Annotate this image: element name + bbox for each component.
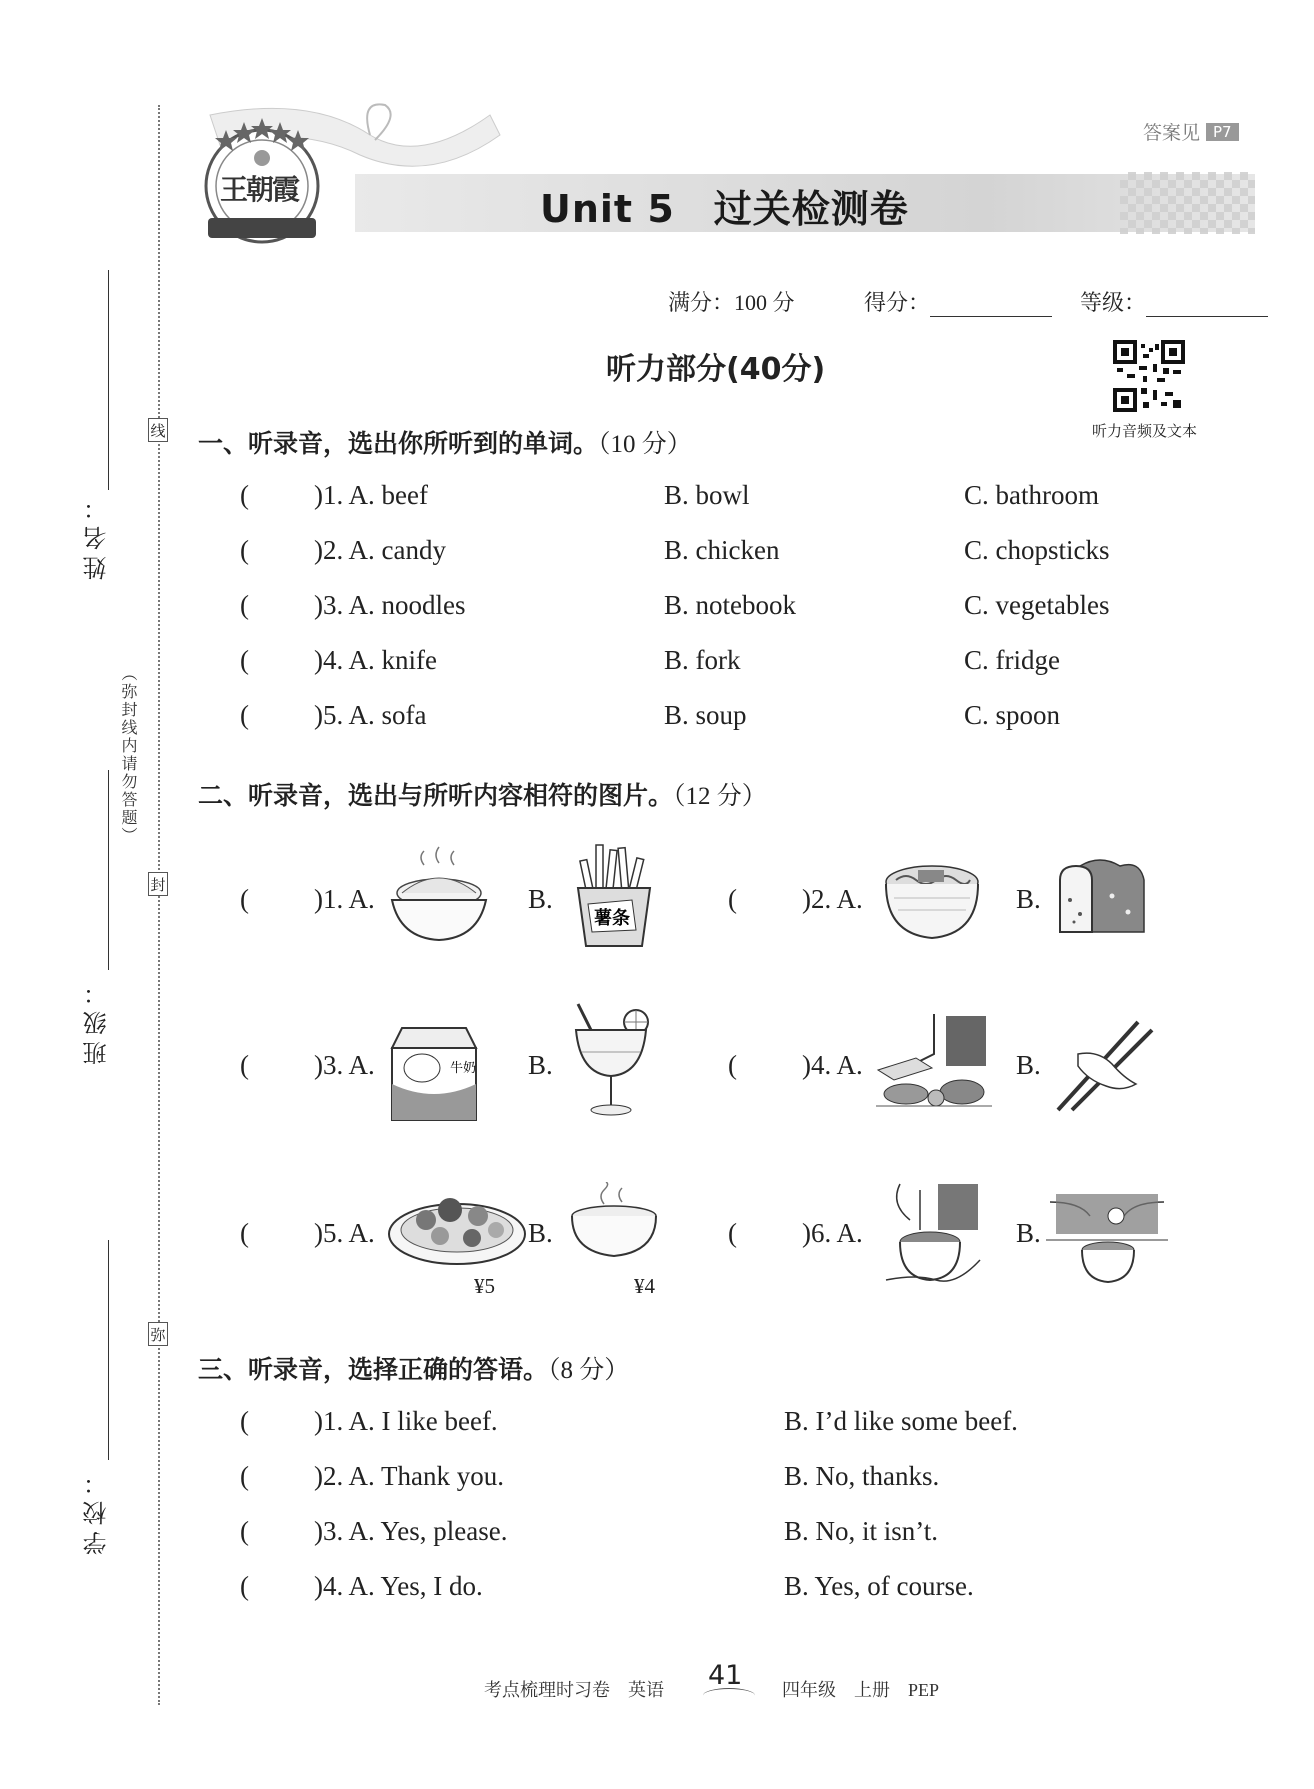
section1-title-text: 一、听录音，选出你所听到的单词。	[198, 429, 599, 458]
s2-q6-b: B.	[1016, 1218, 1041, 1248]
checker-decoration	[1120, 172, 1255, 234]
section1-points: （10 分）	[598, 431, 692, 458]
page-title: Unit 5 过关检测卷	[540, 187, 909, 231]
s1-q2-c: C. chopsticks	[964, 535, 1110, 565]
s2-q3-b: B.	[528, 1050, 553, 1080]
footer-left: 考点梳理时习卷 英语	[484, 1680, 664, 1700]
cutting-vegetables-image[interactable]	[876, 1012, 992, 1110]
s1-q2-a: )2. A. candy	[314, 535, 446, 565]
mixing-salad-image[interactable]	[880, 1180, 984, 1290]
s2-q6-a: )6. A.	[802, 1218, 863, 1248]
answer-paren[interactable]: (	[240, 590, 249, 620]
s3-q1-a: )1. A. I like beef.	[314, 1406, 498, 1436]
answer-paren[interactable]: (	[240, 700, 249, 730]
class-label: 班级：	[85, 975, 111, 1065]
meat-plate-image[interactable]	[386, 1186, 528, 1268]
name-label: 姓名：	[85, 490, 111, 580]
juice-glass-image[interactable]	[568, 1000, 652, 1120]
name-line[interactable]	[108, 270, 109, 490]
s3-q4-a: )4. A. Yes, I do.	[314, 1571, 483, 1601]
answer-paren[interactable]: (	[728, 1050, 737, 1080]
qr-code-icon[interactable]	[1113, 340, 1185, 412]
s2-q4-b: B.	[1016, 1050, 1041, 1080]
s2-q2-a: )2. A.	[802, 884, 863, 914]
answer-paren[interactable]: (	[728, 1218, 737, 1248]
bread-image[interactable]	[1050, 856, 1150, 946]
answer-paren[interactable]: (	[240, 1406, 249, 1436]
grade-field	[1080, 286, 1268, 317]
s1-q4-a: )4. A. knife	[314, 645, 437, 675]
s1-q5-b: B. soup	[664, 700, 747, 730]
answer-reference	[1143, 118, 1239, 145]
noodles-bowl-image[interactable]	[882, 862, 982, 942]
section3-title	[198, 1350, 629, 1386]
price-a: ¥5	[474, 1274, 495, 1298]
section1-title	[198, 424, 692, 460]
section3-title-text: 三、听录音，选择正确的答语。	[198, 1355, 549, 1384]
s1-q5-a: )5. A. sofa	[314, 700, 427, 730]
s1-q4-b: B. fork	[664, 645, 741, 675]
s1-q4-c: C. fridge	[964, 645, 1060, 675]
s3-q2-a: )2. A. Thank you.	[314, 1461, 504, 1491]
score-label: 得分：	[864, 291, 931, 316]
fries-label: 薯条	[594, 908, 630, 929]
s1-q5-c: C. spoon	[964, 700, 1061, 730]
s2-q5-a: )5. A.	[314, 1218, 375, 1248]
answer-paren[interactable]: (	[240, 1050, 249, 1080]
s3-q1-b: B. I’d like some beef.	[784, 1406, 1018, 1436]
binding-mark-close: 弥	[148, 1322, 168, 1346]
qr-caption: 听力音频及文本	[1092, 424, 1198, 440]
full-score: 满分：100 分	[668, 290, 795, 315]
answer-ref-text: 答案见	[1143, 123, 1201, 144]
binding-dotted-line	[158, 105, 160, 1705]
answer-paren[interactable]: (	[240, 645, 249, 675]
answer-paren[interactable]: (	[240, 535, 249, 565]
s3-q3-a: )3. A. Yes, please.	[314, 1516, 508, 1546]
section2-title-text: 二、听录音，选出与所听内容相符的图片。	[198, 781, 674, 810]
s1-q3-b: B. notebook	[664, 590, 796, 620]
rice-bowl-image[interactable]	[384, 845, 494, 945]
grade-label: 等级：	[1080, 291, 1147, 316]
milk-carton-image[interactable]	[388, 1014, 480, 1124]
s1-q1-a: )1. A. beef	[314, 480, 428, 510]
section2-title	[198, 776, 767, 812]
grade-blank[interactable]	[1146, 294, 1268, 317]
binding-note: （弥封线内请勿答题）	[119, 665, 136, 845]
score-field	[864, 286, 1052, 317]
logo-brand-text: 王朝霞	[220, 173, 299, 206]
school-line[interactable]	[108, 1240, 109, 1460]
adding-ingredients-image[interactable]	[1046, 1192, 1168, 1284]
footer-right: 四年级 上册 PEP	[782, 1680, 940, 1700]
s2-q5-b: B.	[528, 1218, 553, 1248]
price-b: ¥4	[634, 1274, 655, 1298]
s3-q4-b: B. Yes, of course.	[784, 1571, 974, 1601]
class-line[interactable]	[108, 770, 109, 970]
section3-points: （8 分）	[548, 1357, 630, 1384]
section2-points: （12 分）	[673, 783, 767, 810]
s1-q3-a: )3. A. noodles	[314, 590, 466, 620]
score-blank[interactable]	[930, 294, 1052, 317]
answer-paren[interactable]: (	[240, 1218, 249, 1248]
s1-q3-c: C. vegetables	[964, 590, 1110, 620]
s1-q1-c: C. bathroom	[964, 480, 1099, 510]
answer-paren[interactable]: (	[240, 480, 249, 510]
answer-paren[interactable]: (	[240, 1571, 249, 1601]
s3-q2-b: B. No, thanks.	[784, 1461, 940, 1491]
s2-q4-a: )4. A.	[802, 1050, 863, 1080]
milk-label: 牛奶	[450, 1061, 477, 1076]
answer-paren[interactable]: (	[240, 884, 249, 914]
fries-image[interactable]	[574, 840, 654, 950]
s1-q2-b: B. chicken	[664, 535, 780, 565]
listening-part-title: 听力部分(40分)	[606, 352, 826, 387]
s2-q1-b: B.	[528, 884, 553, 914]
binding-mark-seal: 封	[148, 872, 168, 896]
answer-paren[interactable]: (	[240, 1461, 249, 1491]
s2-q1-a: )1. A.	[314, 884, 375, 914]
answer-paren[interactable]: (	[240, 1516, 249, 1546]
page-number: 41	[708, 1660, 743, 1691]
answer-page-badge: P7	[1206, 123, 1239, 141]
soup-bowl-image[interactable]	[568, 1182, 660, 1266]
binding-mark-line: 线	[148, 418, 168, 442]
book-icon	[703, 1688, 755, 1703]
s2-q2-b: B.	[1016, 884, 1041, 914]
school-label: 学校：	[85, 1465, 111, 1555]
s2-q3-a: )3. A.	[314, 1050, 375, 1080]
s1-q1-b: B. bowl	[664, 480, 750, 510]
answer-paren[interactable]: (	[728, 884, 737, 914]
s3-q3-b: B. No, it isn’t.	[784, 1516, 939, 1546]
chopsticks-image[interactable]	[1048, 1018, 1158, 1114]
